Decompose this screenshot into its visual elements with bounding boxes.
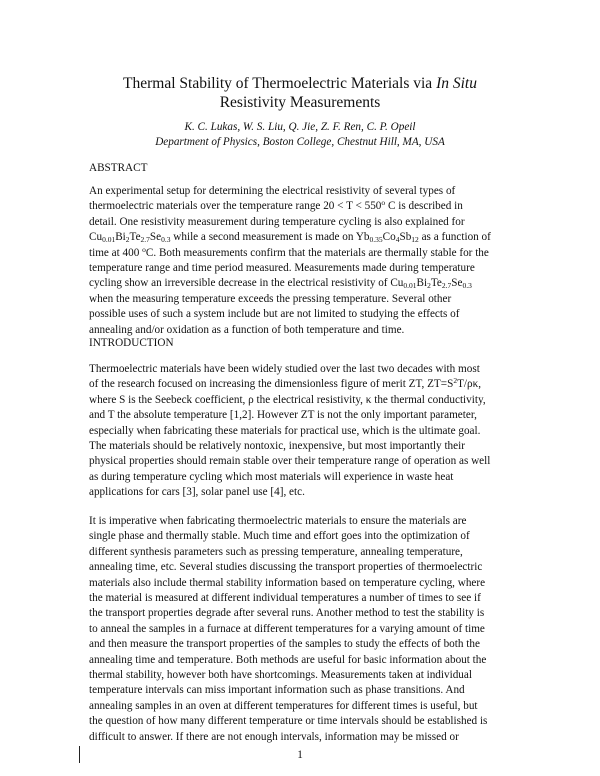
paper-title <box>60 74 540 112</box>
text-line: single phase and thermally stable. Much time and effort goes into the optimization of <box>89 530 470 543</box>
author-list: K. C. Lukas, W. S. Liu, Q. Jie, Z. F. Ren, C. P. Opeil <box>184 121 416 133</box>
text-line: difficult to answer. If there are not enough intervals, information may be missed or <box>89 730 459 743</box>
text-line: annealing time and temperature. Both methods are useful for basic information about the <box>89 653 487 666</box>
text-line: possible uses of such a system include but are not limited to studying the effects of <box>89 308 460 321</box>
text-line: where S is the Seebeck coefficient, ρ the electrical resistivity, κ the thermal conductivity, <box>89 393 486 406</box>
text-line: as during temperature cycling which most materials will experience in waste heat <box>89 470 454 483</box>
affiliation: Department of Physics, Boston College, Chestnut Hill, MA, USA <box>155 136 445 148</box>
text-line: the question of how many different temperature or time intervals should be established is <box>89 715 488 728</box>
text-line: thermoelectric materials over the temperature range $20 < T < 550^o$ C is described in <box>89 198 463 213</box>
text-line: temperature range and time period measured. Measurements made during temperature <box>89 262 475 275</box>
text-line: and then measure the transport properties of the samples to study the effects of both the <box>89 638 480 651</box>
text-line: Thermoelectric materials have been widely studied over the last two decades with most <box>89 363 480 375</box>
abstract-paragraph <box>89 184 515 338</box>
text-line: the transport properties degrade after several runs. Another method to test the stability is <box>89 607 485 620</box>
title-italic: In Situ <box>436 75 477 92</box>
text-line: annealing time, etc. Several studies discussing the transport properties of thermoelectric <box>89 561 483 574</box>
abstract-heading: ABSTRACT <box>89 162 148 174</box>
text-line: $Cu_{0.01}Bi_2Te_{2.7}Se_{0.3}$ while a second measurement is made on $Yb_{0.35}Co_4Sb_{12}$ as a function of <box>89 231 491 245</box>
text-line: annealing samples in an oven at different temperatures for different times is useful, but <box>89 699 478 712</box>
text-line: physical properties should remain stable over their temperature range of operation as well <box>89 455 491 468</box>
text-line: thermal stability, however both have shortcomings. Measurements taken at individual <box>89 669 472 682</box>
text-line: detail. One resistivity measurement during temperature cycling is also explained for <box>89 215 465 228</box>
text-line: when the measuring temperature exceeds the pressing temperature. Several other <box>89 292 452 305</box>
text-line: to anneal the samples in a furnace at different temperatures for a varying amount of time <box>89 622 485 635</box>
text-line: The materials should be relatively nontoxic, inexpensive, but most importantly their <box>89 440 465 453</box>
text-line: annealing and/or oxidation as a function of both temperature and time. <box>89 323 405 336</box>
title-line-1: Thermal Stability of Thermoelectric Materials via <box>123 75 437 92</box>
text-line: especially when fabricating these materials for practical use, which is the ultimate goal. <box>89 424 481 437</box>
page-number: 1 <box>297 749 303 761</box>
text-line: and T the absolute temperature [1,2]. However ZT is not the only important parameter, <box>89 409 477 422</box>
text-line: time at 400 $^o$C. Both measurements confirm that the materials are thermally stable for the <box>89 244 489 259</box>
text-line: temperature intervals can miss important information such as phase transitions. And <box>89 684 465 697</box>
introduction-heading: INTRODUCTION <box>89 337 174 349</box>
text-line: applications for cars [3], solar panel use [4], etc. <box>89 486 305 499</box>
author-block <box>60 120 540 150</box>
margin-change-bar <box>79 746 80 763</box>
text-line: the material is measured at different individual temperatures a number of times to see if <box>89 592 481 605</box>
text-line: materials also include thermal stability information based on temperature cycling, where <box>89 576 486 589</box>
text-line: It is imperative when fabricating thermoelectric materials to ensure the materials are <box>89 515 467 527</box>
text-line: cycling show an irreversible decrease in the electrical resistivity of $Cu_{0.01}Bi_2Te_{2.7}Se_{0.3}$ <box>89 277 472 291</box>
text-line: An experimental setup for determining the electrical resistivity of several types of <box>89 185 456 197</box>
text-line: of the research focused on increasing the dimensionless figure of merit ZT, $ZT=S^2T/\rho\kappa$, <box>89 376 482 391</box>
introduction-paragraph-2 <box>89 514 515 745</box>
title-line-2: Resistivity Measurements <box>219 94 381 111</box>
text-line: different synthesis parameters such as pressing temperature, annealing temperature, <box>89 545 463 558</box>
introduction-paragraph-1 <box>89 362 515 501</box>
